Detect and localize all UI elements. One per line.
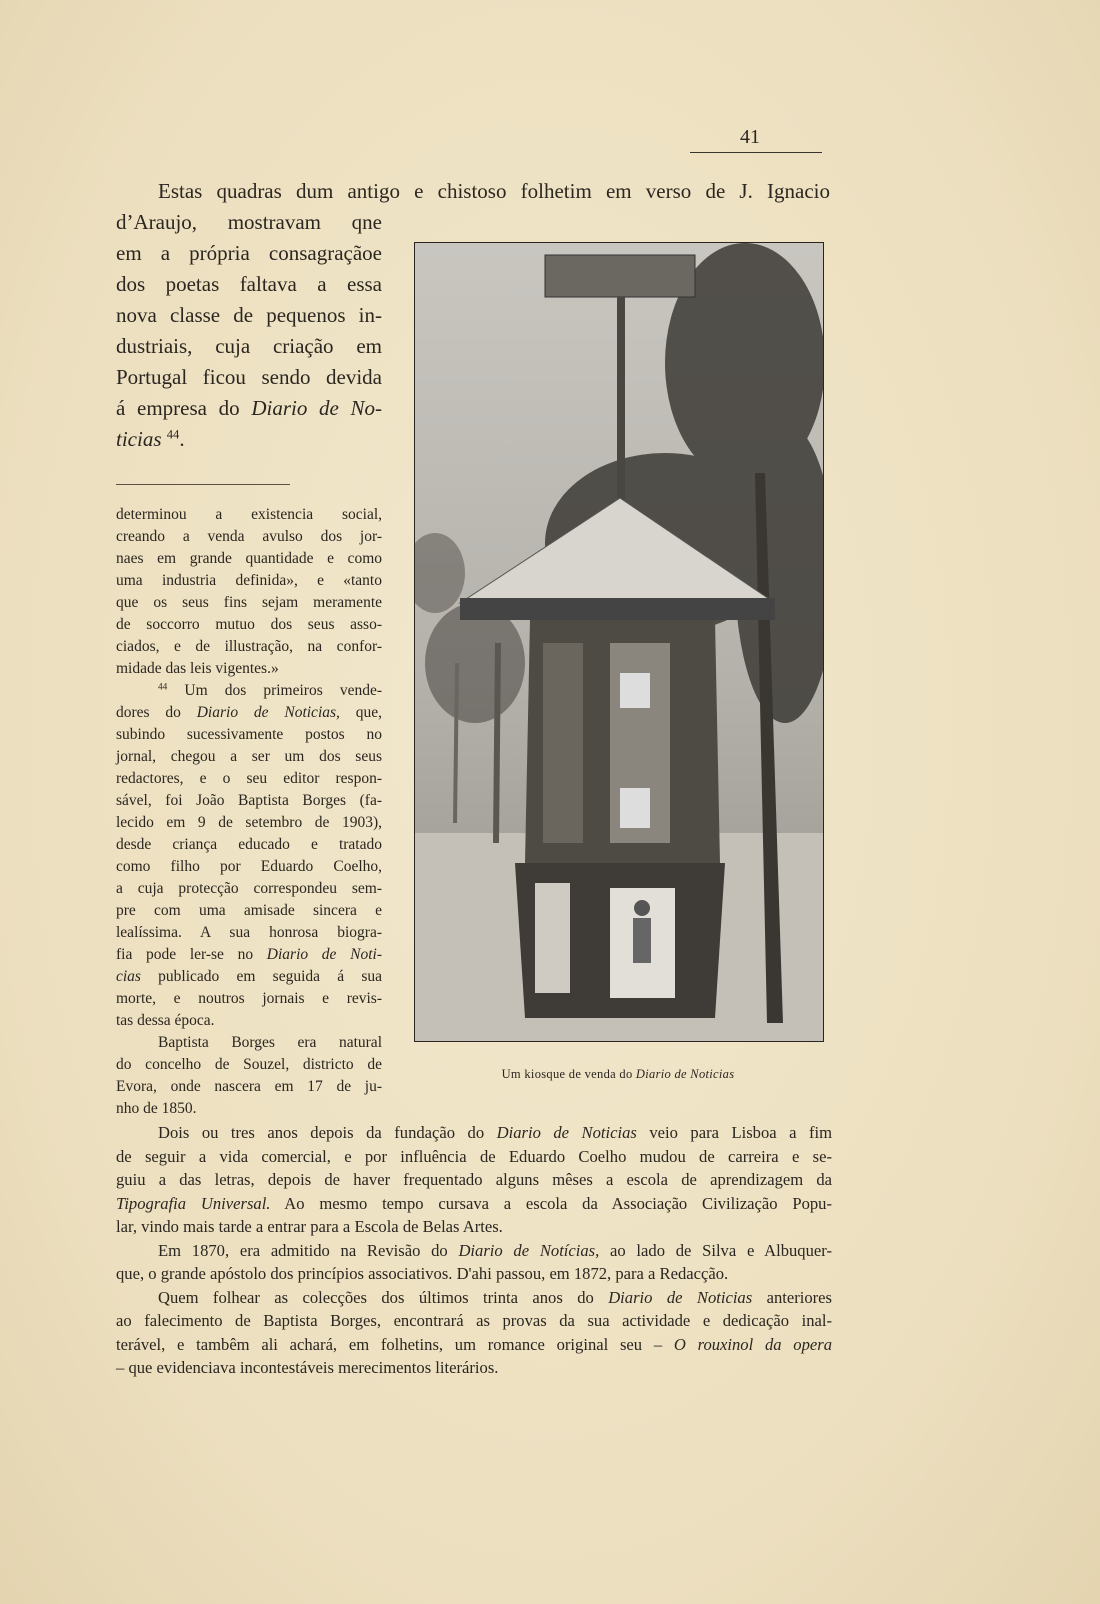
figure-caption <box>414 1067 822 1082</box>
text-run: tas dessa época. <box>116 1012 215 1029</box>
text-line <box>116 1192 832 1216</box>
text-line <box>116 1010 382 1032</box>
text-run: uma industria definida», e «tanto <box>116 572 382 589</box>
text-line <box>116 856 382 878</box>
text-line <box>116 526 382 548</box>
text-line <box>116 1032 382 1054</box>
text-run: ao falecimento de Baptista Borges, encontrará as provas da sua actividade e dedicação inal- <box>116 1311 832 1330</box>
text-run: de soccorro mutuo dos seus asso- <box>116 616 382 633</box>
text-run: Portugal ficou sendo devida <box>116 365 382 389</box>
text-line <box>116 790 382 812</box>
caption-title: Diario de Noticias <box>635 1067 735 1081</box>
text-line <box>116 614 382 636</box>
text-line <box>116 636 382 658</box>
italic-title: cias <box>116 968 141 985</box>
text-run: morte, e noutros jornais e revis- <box>116 990 382 1007</box>
text-run: pre com uma amisade sincera e <box>116 902 382 919</box>
caption-text: Um kiosque de venda do <box>501 1067 636 1081</box>
text-run: . <box>179 427 185 451</box>
text-run: subindo sucessivamente postos no <box>116 726 382 743</box>
text-line <box>116 1239 832 1263</box>
text-run: ciados, e de illustração, na confor- <box>116 638 382 655</box>
text-run: publicado em seguida á sua <box>140 968 382 985</box>
text-run: como filho por Eduardo Coelho, <box>116 858 382 875</box>
italic-title: Tipografia Universal. <box>116 1193 271 1213</box>
page-number: 41 <box>740 126 760 148</box>
text-line <box>116 900 382 922</box>
text-line <box>116 300 382 331</box>
text-run: lealíssima. A sua honrosa biogra- <box>116 924 382 941</box>
text-run: – que evidenciava incontestáveis merecimentos literários. <box>116 1358 499 1377</box>
text-run: fia pode ler-se no <box>116 946 267 963</box>
text-line <box>116 393 382 424</box>
text-run: ao lado de Silva e Albuquer- <box>599 1240 832 1260</box>
kiosk-photo-illustration <box>415 243 823 1041</box>
text-run: sável, foi João Baptista Borges (fa- <box>116 792 382 809</box>
text-run: á empresa do <box>116 396 252 420</box>
italic-title: Diario de Noticias <box>608 1287 753 1307</box>
text-line <box>116 680 382 702</box>
text-run: lar, vindo mais tarde a entrar para a Escola de Belas Artes. <box>116 1217 503 1236</box>
text-run: midade das leis vigentes.» <box>116 660 279 677</box>
text-run: que, o grande apóstolo dos princípios associativos. D'ahi passou, em 1872, para a Redacção. <box>116 1264 729 1283</box>
body-paragraphs <box>116 1121 832 1380</box>
text-line <box>116 1145 832 1169</box>
page-number-rule <box>690 152 822 153</box>
italic-title: Diario de Noticias, <box>196 704 340 721</box>
text-line <box>116 702 382 724</box>
footnotes <box>116 504 382 1120</box>
text-line <box>116 1054 382 1076</box>
text-run: nova classe de pequenos in- <box>116 303 382 327</box>
text-run: dores do <box>116 704 197 721</box>
text-run: Baptista Borges era natural <box>158 1034 382 1051</box>
text-run: desde criança educado e tratado <box>116 836 382 853</box>
text-line <box>116 834 382 856</box>
text-run: lecido em 9 de setembro de 1903), <box>116 814 382 831</box>
intro-line <box>116 176 830 206</box>
text-line <box>116 812 382 834</box>
text-run: que os seus fins sejam meramente <box>116 594 382 611</box>
italic-title: Diario de Notícias, <box>458 1240 600 1260</box>
text-run: anteriores <box>752 1287 833 1307</box>
text-run: Quem folhear as colecções dos últimos trinta anos do <box>158 1287 609 1307</box>
text-run: nho de 1850. <box>116 1100 197 1117</box>
italic-title: Diario de Noti- <box>266 946 382 963</box>
left-column-paragraph <box>116 207 382 455</box>
text-line <box>116 176 830 206</box>
text-line <box>116 658 382 680</box>
text-run: Em 1870, era admitido na Revisão do <box>158 1240 459 1260</box>
text-run: que, <box>339 704 382 721</box>
text-run: guiu a das letras, depois de haver frequentado alguns mêses a escola de aprendizagem da <box>116 1170 832 1189</box>
text-line <box>116 724 382 746</box>
italic-title: ticias <box>116 427 162 451</box>
text-run: determinou a existencia social, <box>116 506 382 523</box>
text-run: em a própria consagraçãoe <box>116 241 382 265</box>
text-line <box>116 1215 832 1239</box>
text-line <box>116 922 382 944</box>
text-run: Evora, onde nascera em 17 de ju- <box>116 1078 382 1095</box>
text-line <box>116 1356 832 1380</box>
text-line <box>116 746 382 768</box>
text-line <box>116 207 382 238</box>
text-line <box>116 269 382 300</box>
footnote-marker: 44 <box>158 682 168 693</box>
text-line <box>116 570 382 592</box>
text-line <box>116 1286 832 1310</box>
italic-title: Diario de No- <box>251 396 382 420</box>
text-line <box>116 362 382 393</box>
text-line <box>116 966 382 988</box>
text-run: do concelho de Souzel, districto de <box>116 1056 382 1073</box>
text-line <box>116 238 382 269</box>
text-run: creando a venda avulso dos jor- <box>116 528 382 545</box>
text-line <box>116 944 382 966</box>
text-line <box>116 1121 832 1145</box>
text-run: terável, e tambêm ali achará, em folhetins, um romance original seu – <box>116 1334 674 1354</box>
footnote-rule <box>116 484 290 485</box>
text-line <box>116 1076 382 1098</box>
italic-title: O rouxinol da opera <box>673 1334 833 1354</box>
text-run: naes em grande quantidade e como <box>116 550 382 567</box>
text-run: jornal, chegou a ser um dos seus <box>116 748 382 765</box>
text-line <box>116 1168 832 1192</box>
text-line <box>116 592 382 614</box>
text-line <box>116 1098 382 1120</box>
text-line <box>116 878 382 900</box>
footnote-marker: 44 <box>166 427 180 442</box>
text-run: d’Araujo, mostravam qne <box>116 210 382 234</box>
text-run: Um dos primeiros vende- <box>167 682 382 699</box>
kiosk-photograph <box>414 242 824 1042</box>
text-run: redactores, e o seu editor respon- <box>116 770 382 787</box>
text-run: a cuja protecção correspondeu sem- <box>116 880 382 897</box>
text-line <box>116 424 382 455</box>
text-line <box>116 331 382 362</box>
text-line <box>116 768 382 790</box>
text-line <box>116 1262 832 1286</box>
text-line <box>116 988 382 1010</box>
text-line <box>116 1309 832 1333</box>
text-run: Ao mesmo tempo cursava a escola da Associação Civilização Popu- <box>270 1193 832 1213</box>
text-line <box>116 1333 832 1357</box>
italic-title: Diario de Noticias <box>496 1123 637 1142</box>
text-run: dos poetas faltava a essa <box>116 272 382 296</box>
text-run: Dois ou tres anos depois da fundação do <box>158 1123 497 1142</box>
text-run: veio para Lisboa a fim <box>636 1123 833 1142</box>
text-run: dustriais, cuja criação em <box>116 334 382 358</box>
text-run: de seguir a vida comercial, e por influência de Eduardo Coelho mudou de carreira e se- <box>116 1146 832 1166</box>
text-line <box>116 504 382 526</box>
text-line <box>116 548 382 570</box>
text-run: Estas quadras dum antigo e chistoso folhetim em verso de J. Ignacio <box>158 179 830 203</box>
